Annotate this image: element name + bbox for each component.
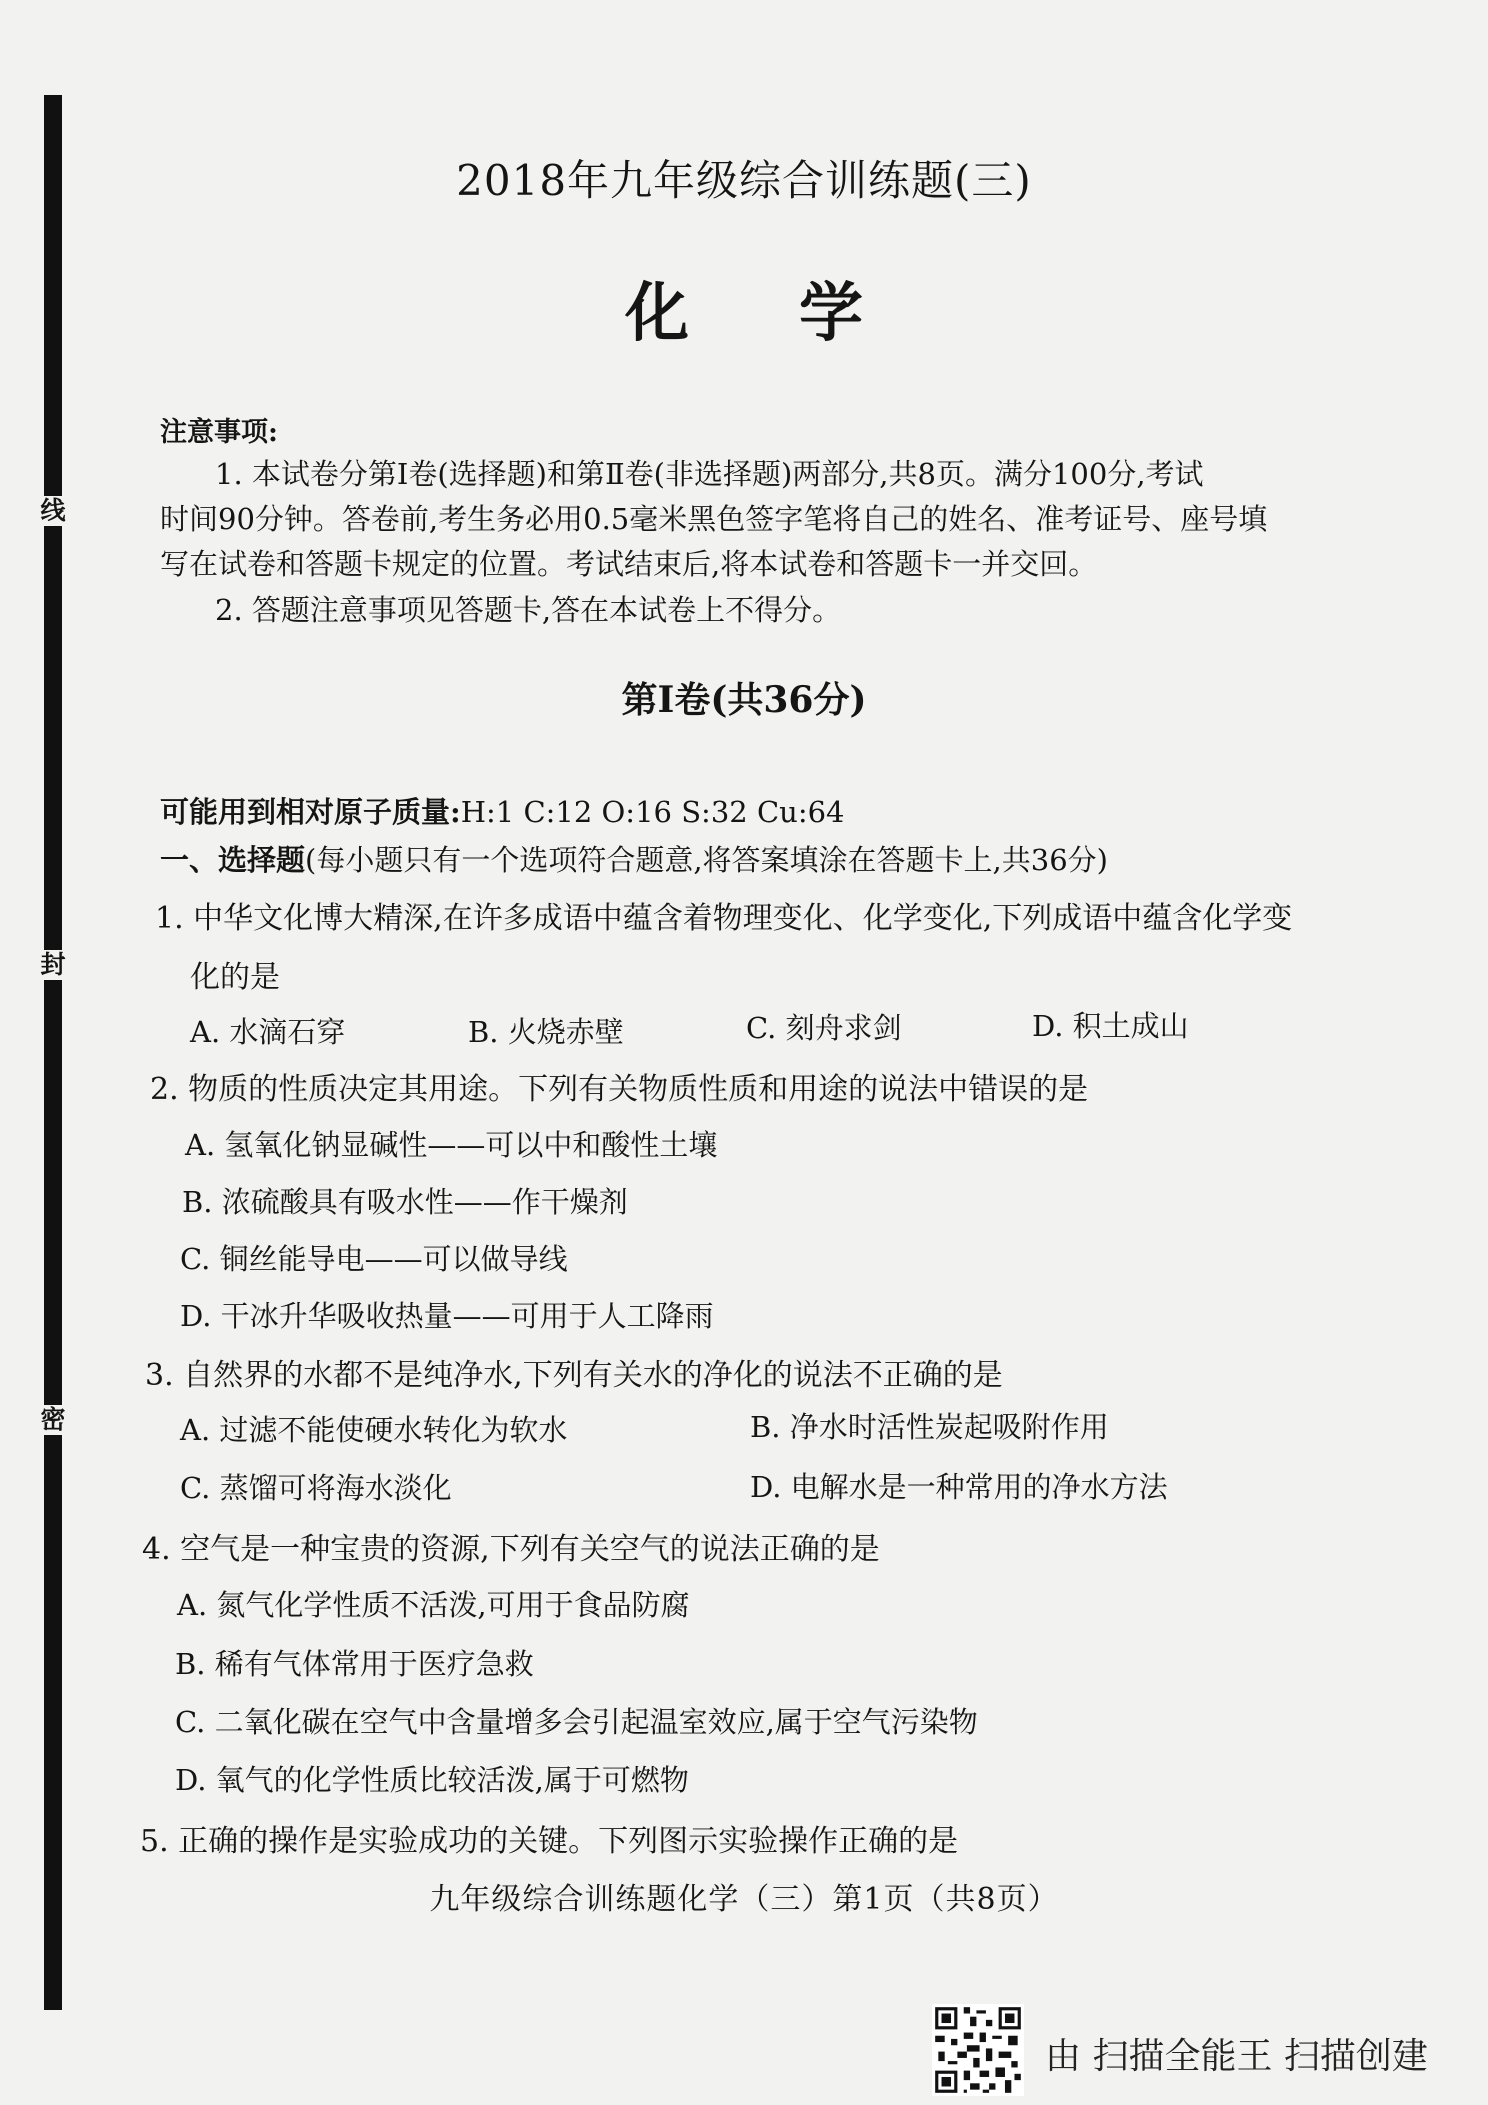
question-option: C. 二氧化碳在空气中含量增多会引起温室效应,属于空气污染物	[175, 1705, 978, 1739]
part-1-title: 第Ⅰ卷(共36分)	[621, 679, 867, 721]
notes-line: 时间90分钟。答卷前,考生务必用0.5毫米黑色签字笔将自己的姓名、准考证号、座号填	[160, 502, 1268, 536]
question-stem: 5. 正确的操作是实验成功的关键。下列图示实验操作正确的是	[140, 1824, 959, 1859]
exam-title: 2018年九年级综合训练题(三)	[456, 156, 1032, 205]
binding-label-secret: 密	[36, 1405, 70, 1435]
notes-line: 1. 本试卷分第Ⅰ卷(选择题)和第Ⅱ卷(非选择题)两部分,共8页。满分100分,考试	[215, 457, 1204, 491]
question-option: A. 水滴石穿	[190, 1015, 346, 1049]
question-option: C. 铜丝能导电——可以做导线	[180, 1242, 568, 1276]
notes-line: 2. 答题注意事项见答题卡,答在本试卷上不得分。	[215, 593, 842, 627]
question-option: C. 刻舟求剑	[746, 1011, 902, 1045]
question-option: A. 过滤不能使硬水转化为软水	[180, 1413, 568, 1447]
question-option: B. 火烧赤壁	[468, 1015, 624, 1049]
question-option: B. 稀有气体常用于医疗急救	[175, 1647, 534, 1681]
question-option: A. 氮气化学性质不活泼,可用于食品防腐	[177, 1588, 690, 1622]
question-stem: 2. 物质的性质决定其用途。下列有关物质性质和用途的说法中错误的是	[150, 1072, 1089, 1107]
atomic-mass-values: H:1 C:12 O:16 S:32 Cu:64	[460, 795, 845, 829]
question-stem: 3. 自然界的水都不是纯净水,下列有关水的净化的说法不正确的是	[145, 1358, 1003, 1393]
section-label: 一、选择题	[160, 843, 306, 877]
subject-title: 化学	[625, 276, 973, 351]
question-option: D. 积土成山	[1032, 1009, 1189, 1043]
binding-strip	[44, 95, 62, 2010]
notes-heading: 注意事项:	[160, 417, 278, 448]
atomic-mass-label: 可能用到相对原子质量:	[160, 795, 461, 829]
question-option: D. 干冰升华吸收热量——可用于人工降雨	[180, 1299, 714, 1333]
section-heading	[160, 838, 1108, 879]
page-footer: 九年级综合训练题化学（三）第1页（共8页）	[429, 1882, 1059, 1917]
question-option: C. 蒸馏可将海水淡化	[180, 1471, 452, 1505]
question-option: B. 浓硫酸具有吸水性——作干燥剂	[182, 1185, 628, 1219]
atomic-mass-line	[160, 790, 845, 831]
question-option: D. 电解水是一种常用的净水方法	[750, 1470, 1168, 1504]
question-option: B. 净水时活性炭起吸附作用	[750, 1410, 1109, 1444]
question-stem: 4. 空气是一种宝贵的资源,下列有关空气的说法正确的是	[142, 1532, 880, 1567]
question-option: A. 氢氧化钠显碱性——可以中和酸性土壤	[185, 1128, 718, 1162]
binding-label-seal: 封	[36, 950, 70, 980]
question-stem: 1. 中华文化博大精深,在许多成语中蕴含着物理变化、化学变化,下列成语中蕴含化学变	[155, 901, 1293, 936]
section-desc: (每小题只有一个选项符合题意,将答案填涂在答题卡上,共36分)	[305, 843, 1108, 877]
question-option: D. 氧气的化学性质比较活泼,属于可燃物	[175, 1763, 689, 1797]
notes-line: 写在试卷和答题卡规定的位置。考试结束后,将本试卷和答题卡一并交回。	[160, 547, 1098, 581]
question-stem: 化的是	[190, 960, 280, 995]
qr-code-icon	[932, 2004, 1024, 2096]
scanner-watermark: 由 扫描全能王 扫描创建	[1045, 2036, 1428, 2077]
binding-label-line: 线	[36, 496, 70, 526]
